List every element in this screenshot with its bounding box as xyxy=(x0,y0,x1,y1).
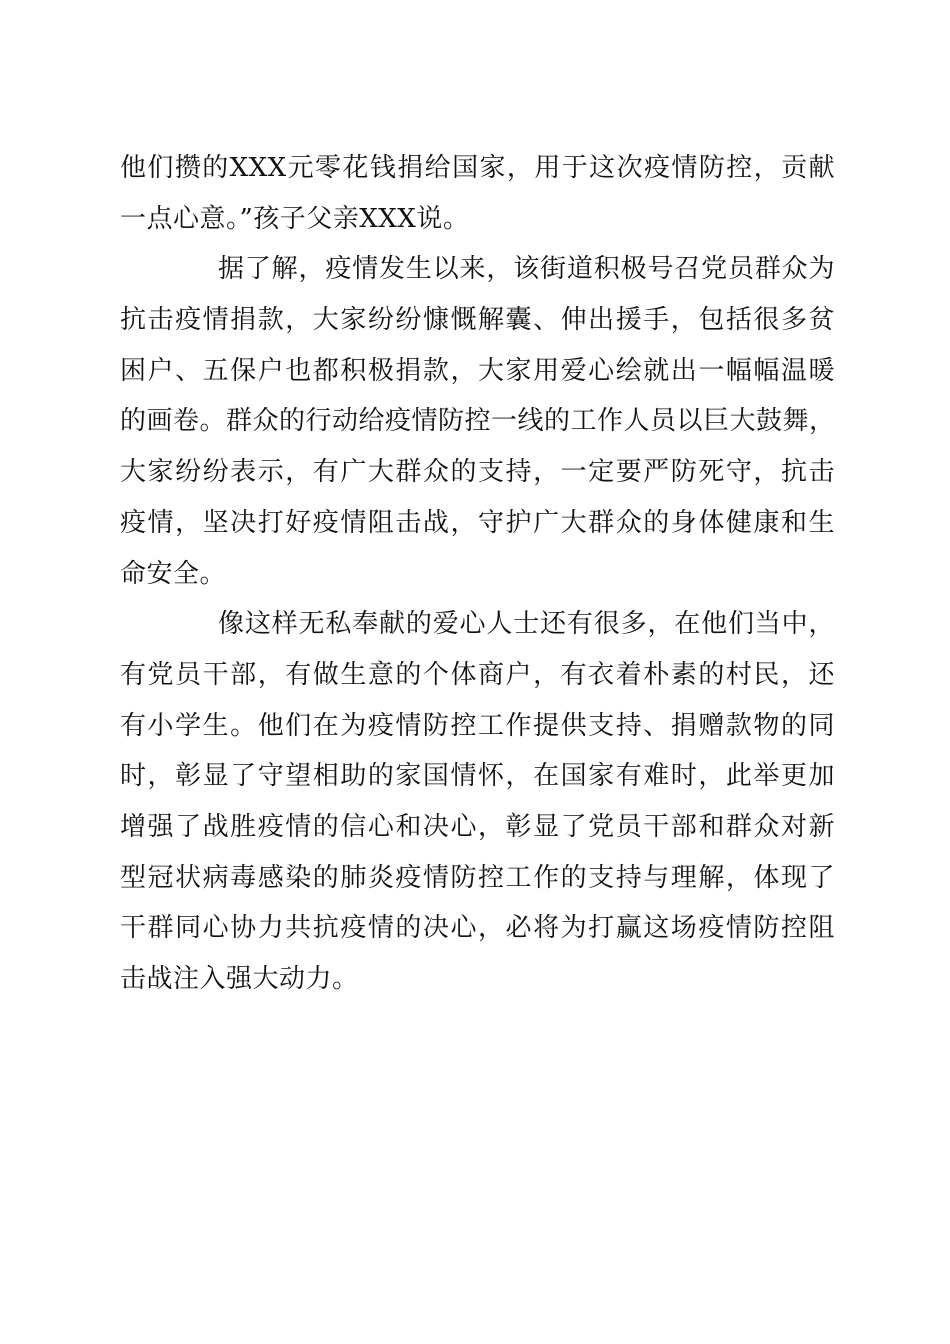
paragraph-donations-summary xyxy=(120,244,835,599)
text-line: 干群同心协力共抗疫情的决心，必将为打赢这场疫情防控阻 xyxy=(120,913,835,944)
text-line: 时，彰显了守望相助的家国情怀，在国家有难时，此举更加 xyxy=(120,761,835,792)
text-line: 抗击疫情捐款，大家纷纷慷慨解囊、伸出援手，包括很多贫 xyxy=(120,305,835,336)
text-line: 型冠状病毒感染的肺炎疫情防控工作的支持与理解，体现了 xyxy=(120,862,835,893)
text-line: 增强了战胜疫情的信心和决心，彰显了党员干部和群众对新 xyxy=(120,811,835,842)
text-line: 大家纷纷表示，有广大群众的支持，一定要严防死守，抗击 xyxy=(120,457,835,488)
text-line: 的画卷。群众的行动给疫情防控一线的工作人员以巨大鼓舞， xyxy=(120,406,836,437)
text-line: 命安全。 xyxy=(120,558,227,589)
text-line: 疫情，坚决打好疫情阻击战，守护广大群众的身体健康和生 xyxy=(120,507,835,538)
text-line: 据了解，疫情发生以来，该街道积极号召党员群众为 xyxy=(218,254,835,285)
text-line: 困户、五保户也都积极捐款，大家用爱心绘就出一幅幅温暖 xyxy=(120,355,835,386)
text-line: 一点心意。”孩子父亲XXX说。 xyxy=(120,203,470,234)
paragraph-continuation xyxy=(120,143,835,244)
document-body xyxy=(120,143,835,1005)
text-line: 有小学生。他们在为疫情防控工作提供支持、捐赠款物的同 xyxy=(120,710,835,741)
text-line: 有党员干部，有做生意的个体商户，有衣着朴素的村民，还 xyxy=(120,659,835,690)
paragraph-volunteers xyxy=(120,599,835,1005)
text-line: 像这样无私奉献的爱心人士还有很多，在他们当中， xyxy=(218,609,835,640)
text-line: 击战注入强大动力。 xyxy=(120,964,359,994)
text-line: 他们攒的XXX元零花钱捐给国家，用于这次疫情防控，贡献 xyxy=(120,153,835,183)
